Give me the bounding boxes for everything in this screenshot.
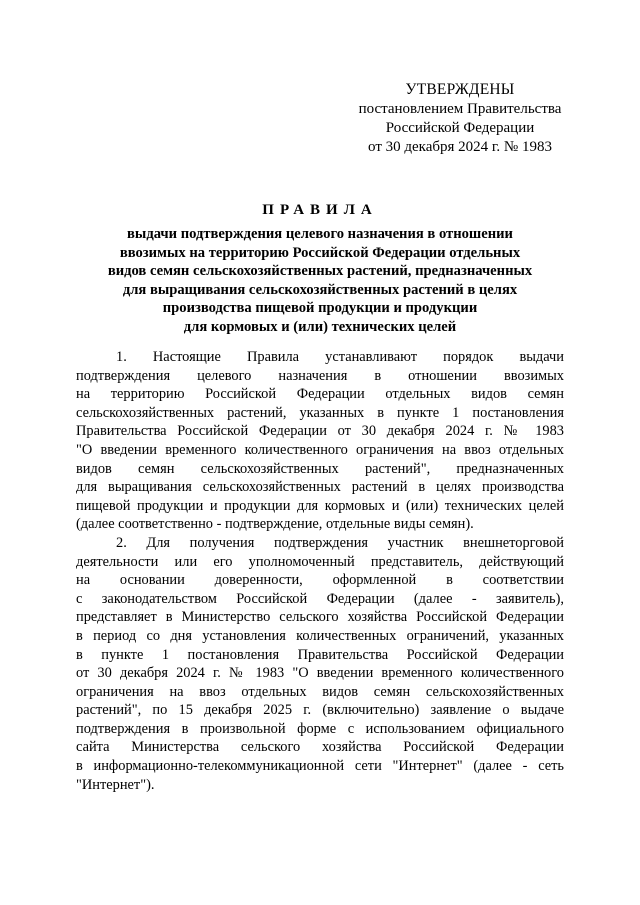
approval-line: постановлением Правительства	[358, 101, 562, 117]
paragraph-line: представляет в Министерство сельского хозяйства Российской Федерации	[76, 609, 564, 626]
paragraph-line: в информационно-телекоммуникационной сети "Интернет" (далее - сеть	[76, 758, 564, 775]
paragraph-line: для выращивания сельскохозяйственных растений в целях производства	[76, 479, 564, 496]
paragraph-line: в пункте 1 постановления Правительства Российской Федерации	[76, 646, 564, 663]
approval-line: от 30 декабря 2024 г. № 1983	[368, 139, 552, 155]
paragraph-line: "Интернет").	[76, 776, 155, 793]
paragraph-line: подтверждения целевого назначения в отношении ввозимых	[76, 367, 564, 384]
subtitle-line: выдачи подтверждения целевого назначения в отношении	[127, 226, 513, 242]
paragraph-line: на территорию Российской Федерации отдельных видов семян	[76, 386, 564, 403]
paragraph-line: пищевой продукции и продукции для кормовых и (или) технических целей	[76, 497, 564, 514]
paragraph-1	[76, 348, 564, 534]
paragraph-line: сельскохозяйственных растений, указанных в пункте 1 постановления	[76, 404, 564, 421]
subtitle-line: видов семян сельскохозяйственных растений, предназначенных	[107, 263, 533, 279]
paragraph-line: "О введении временного количественного ограничения на ввоз отдельных	[76, 441, 564, 458]
document-title: ПРАВИЛА	[262, 202, 378, 218]
subtitle-line: ввозимых на территорию Российской Федерации отдельных	[119, 244, 521, 261]
paragraph-line: сайта Министерства сельского хозяйства Российской Федерации	[76, 739, 564, 756]
approval-heading: УТВЕРЖДЕНЫ	[405, 81, 515, 98]
paragraph-line: растений", по 15 декабря 2025 г. (включительно) заявление о выдаче	[76, 702, 564, 719]
paragraph-line: на основании доверенности, оформленной в соответствии	[76, 572, 564, 589]
approval-stamp	[330, 80, 590, 157]
paragraph-line: (далее соответственно - подтверждение, отдельные виды семян).	[76, 516, 474, 533]
paragraph-line: 2. Для получения подтверждения участник внешнеторговой	[116, 534, 564, 551]
approval-line: Российской Федерации	[385, 120, 535, 136]
paragraph-line: в период со дня установления количественных ограничений, указанных	[76, 627, 564, 644]
paragraph-line: с законодательством Российской Федерации (далее - заявитель),	[76, 590, 564, 607]
subtitle-line: производства пищевой продукции и продукции	[162, 300, 478, 316]
paragraph-line: деятельности или его уполномоченный представитель, действующий	[76, 553, 564, 570]
document-subtitle	[60, 225, 580, 336]
paragraph-line: от 30 декабря 2024 г. № 1983 "О введении временного количественного	[76, 665, 564, 682]
document-body	[76, 348, 564, 794]
paragraph-line: ограничения на ввоз отдельных видов семян сельскохозяйственных	[76, 683, 564, 700]
paragraph-line: видов семян сельскохозяйственных растений", предназначенных	[76, 460, 564, 477]
paragraph-line: 1. Настоящие Правила устанавливают порядок выдачи	[116, 349, 564, 365]
subtitle-line: для выращивания сельскохозяйственных растений в целях	[122, 281, 518, 298]
subtitle-line: для кормовых и (или) технических целей	[183, 318, 457, 335]
paragraph-2	[76, 534, 564, 794]
paragraph-line: Правительства Российской Федерации от 30 декабря 2024 г. № 1983	[76, 423, 564, 440]
paragraph-line: подтверждения в произвольной форме с использованием официального	[76, 720, 564, 737]
